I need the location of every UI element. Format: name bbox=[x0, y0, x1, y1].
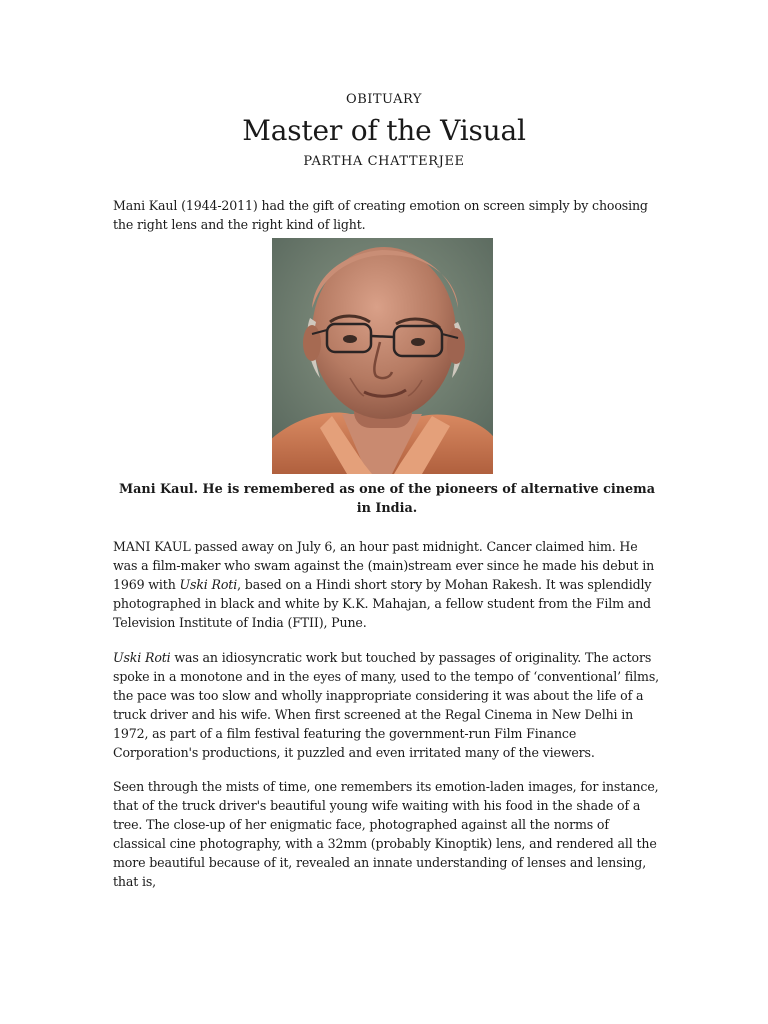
section-kicker: OBITUARY bbox=[346, 92, 422, 107]
author-byline: PARTHA CHATTERJEE bbox=[303, 154, 465, 169]
paragraph-1-text-a: MANI KAUL passed away on July 6, an hour past midnight. Cancer claimed him. He was a film-maker who swam against the (main)stream ever since he made his debut in 1969 with bbox=[113, 539, 655, 592]
body-paragraph-3: Seen through the mists of time, one remembers its emotion-laden images, for instance, that of the truck driver's beautiful young wife waiting with his food in the shade of a tree. The close-up of her enigmatic face, photographed against all the norms of classical cine photography, with a 32mm (probably Kinoptik) lens, and rendered all the more beautiful because of it, revealed an innate understanding of lenses and lensing, that is, bbox=[113, 779, 659, 889]
paragraph-1-text-b: , based on a Hindi short story by Mohan Rakesh. It was splendidly photographed in black and white by K.K. Mahajan, a fellow student from the Film and Television Institute of India (FTII), Pune. bbox=[113, 577, 652, 630]
photo-caption: Mani Kaul. He is remembered as one of the pioneers of alternative cinema in India. bbox=[118, 482, 656, 516]
lede-paragraph: Mani Kaul (1944-2011) had the gift of creating emotion on screen simply by choosing the right lens and the right kind of light. bbox=[113, 198, 648, 232]
portrait-illustration bbox=[272, 238, 493, 474]
paragraph-2-text: was an idiosyncratic work but touched by passages of originality. The actors spoke in a monotone and in the eyes of many, used to the tempo of ‘conventional’ films, the pace was too slow and wholly inappropriate considering it was about the life of a truck driver and his wife. When first screened at the Regal Cinema in New Delhi in 1972, as part of a film festival featuring the government-run Film Finance Corporation's productions, it puzzled and even irritated many of the viewers. bbox=[113, 650, 660, 760]
portrait-photo bbox=[272, 238, 493, 474]
body-paragraph-1 bbox=[113, 537, 661, 632]
article-title: Master of the Visual bbox=[242, 114, 526, 147]
film-title: Uski Roti bbox=[113, 650, 171, 665]
film-title: Uski Roti bbox=[179, 577, 238, 592]
body-paragraph-2 bbox=[113, 648, 661, 762]
